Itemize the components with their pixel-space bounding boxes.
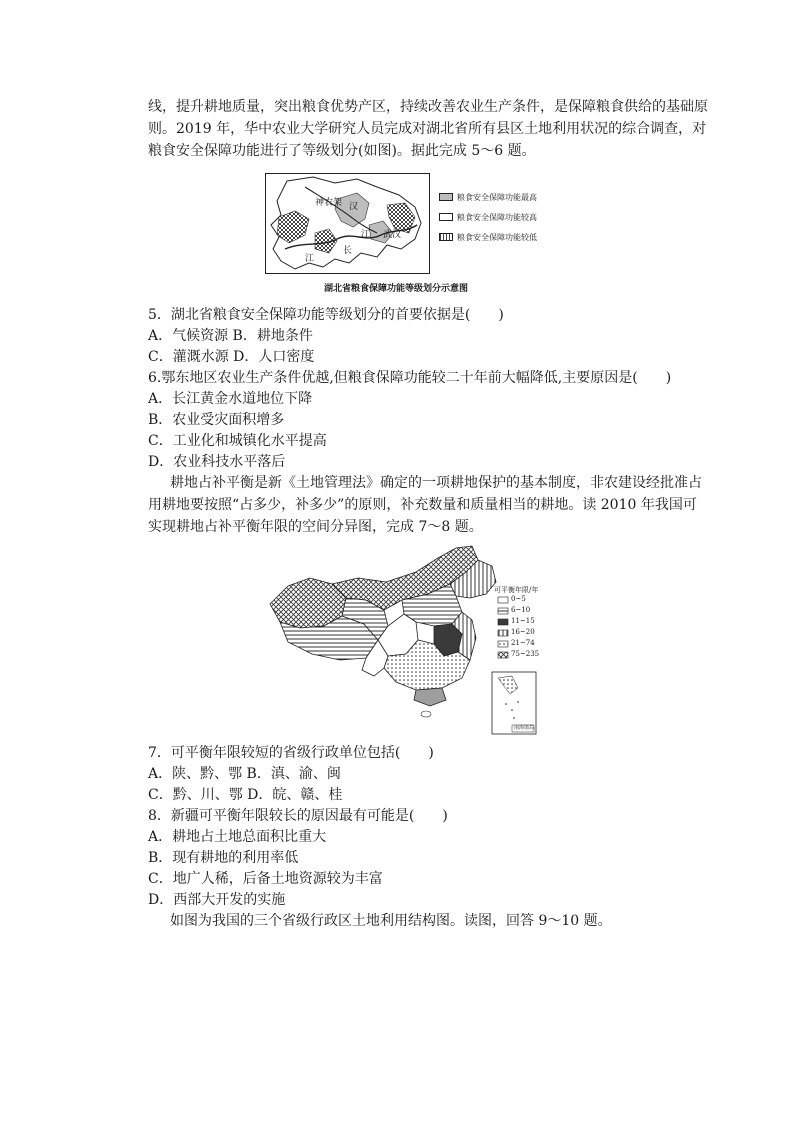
legend-swatch-highest — [439, 193, 453, 201]
legend-swatch-6-10 — [498, 608, 508, 614]
place-label: 神农架 — [315, 198, 343, 208]
para2-line-1: 耕地占补平衡是新《土地管理法》确定的一项耕地保护的基本制度，非农建设经批准占 — [170, 475, 702, 491]
legend-swatch-11-15 — [498, 619, 508, 625]
legend-label-lower: 粮食安全保障功能较低 — [457, 233, 537, 242]
intro-line-3: 粮食安全保障功能进行了等级划分(如图)。据此完成 5～6 题。 — [148, 143, 536, 159]
q6-option-b: B．农业受灾面积增多 — [148, 412, 285, 428]
legend-swatch-higher — [439, 213, 453, 221]
q8-stem: 8．新疆可平衡年限较长的原因最有可能是( ) — [148, 808, 448, 824]
china-legend-label: 16~20 — [511, 628, 535, 636]
q5-stem: 5．湖北省粮食安全保障功能等级划分的首要依据是( ) — [148, 307, 504, 323]
region-hainan — [421, 711, 431, 717]
place-label: 长 — [343, 246, 353, 256]
inset-label: 南海诸岛 — [514, 725, 535, 731]
china-legend-label: 6~10 — [511, 606, 531, 614]
para2-line-3: 实现耕地占补平衡年限的空间分异图，完成 7～8 题。 — [148, 519, 483, 535]
intro-line-1: 线，提升耕地质量，突出粮食优势产区，持续改善农业生产条件，是保障粮食供给的基础原 — [148, 99, 708, 115]
place-label: 武汉 — [383, 230, 402, 240]
china-legend-label: 11~15 — [511, 617, 535, 625]
place-label: 江 — [361, 230, 371, 240]
intro-line-2: 则。2019 年，华中农业大学研究人员完成对湖北省所有县区土地利用状况的综合调查，对 — [148, 121, 707, 137]
q8-option-c: C．地广人稀，后备土地资源较为丰富 — [148, 871, 383, 887]
legend-swatch-21-74 — [498, 641, 508, 647]
q8-option-b: B．现有耕地的利用率低 — [148, 850, 299, 866]
q8-option-d: D．西部大开发的实施 — [148, 892, 286, 908]
place-label: 汉 — [349, 202, 359, 212]
q6-stem: 6.鄂东地区农业生产条件优越,但粮食保障功能较二十年前大幅降低,主要原因是( ) — [148, 370, 672, 386]
q7-options-cd: C．黔、川、鄂 D．皖、赣、桂 — [148, 787, 343, 803]
q6-option-d: D．农业科技水平落后 — [148, 454, 286, 470]
q5-options-cd: C．灌溉水源 D．人口密度 — [148, 349, 315, 365]
q6-option-c: C．工业化和城镇化水平提高 — [148, 433, 327, 449]
legend-swatch-0-5 — [498, 597, 508, 603]
para2-line-2: 用耕地要按照“占多少，补多少”的原则，补充数量和质量相当的耕地。读 2010 年我国可 — [148, 497, 697, 513]
place-label: 江 — [305, 254, 315, 264]
legend-label-highest: 粮食安全保障功能最高 — [457, 193, 537, 202]
q8-option-a: A．耕地占土地总面积比重大 — [148, 829, 327, 845]
legend-swatch-16-20 — [498, 630, 508, 636]
region-guangdong — [414, 688, 446, 706]
china-legend-label: 75~235 — [511, 650, 540, 658]
china-map-figure — [266, 542, 542, 736]
legend-swatch-lower — [439, 233, 453, 241]
q7-options-ab: A．陕、黔、鄂 B．滇、渝、闽 — [148, 766, 341, 782]
q5-options-ab: A．气候资源 B．耕地条件 — [148, 328, 313, 344]
outro-line: 如图为我国的三个省级行政区土地利用结构图。读图，回答 9～10 题。 — [170, 913, 612, 929]
legend-swatch-75-235 — [498, 652, 508, 658]
china-legend-label: 0~5 — [511, 595, 526, 603]
hubei-map-caption: 湖北省粮食保障功能等级划分示意图 — [324, 284, 469, 294]
hubei-map-figure — [265, 173, 537, 275]
china-legend-label: 21~74 — [511, 639, 535, 647]
q6-option-a: A．长江黄金水道地位下降 — [148, 391, 313, 407]
china-legend-title: 可平衡年限/年 — [494, 586, 539, 594]
china-map-graphic — [266, 542, 542, 736]
legend-label-higher: 粮食安全保障功能较高 — [457, 213, 537, 222]
q7-stem: 7．可平衡年限较短的省级行政单位包括( ) — [148, 745, 434, 761]
